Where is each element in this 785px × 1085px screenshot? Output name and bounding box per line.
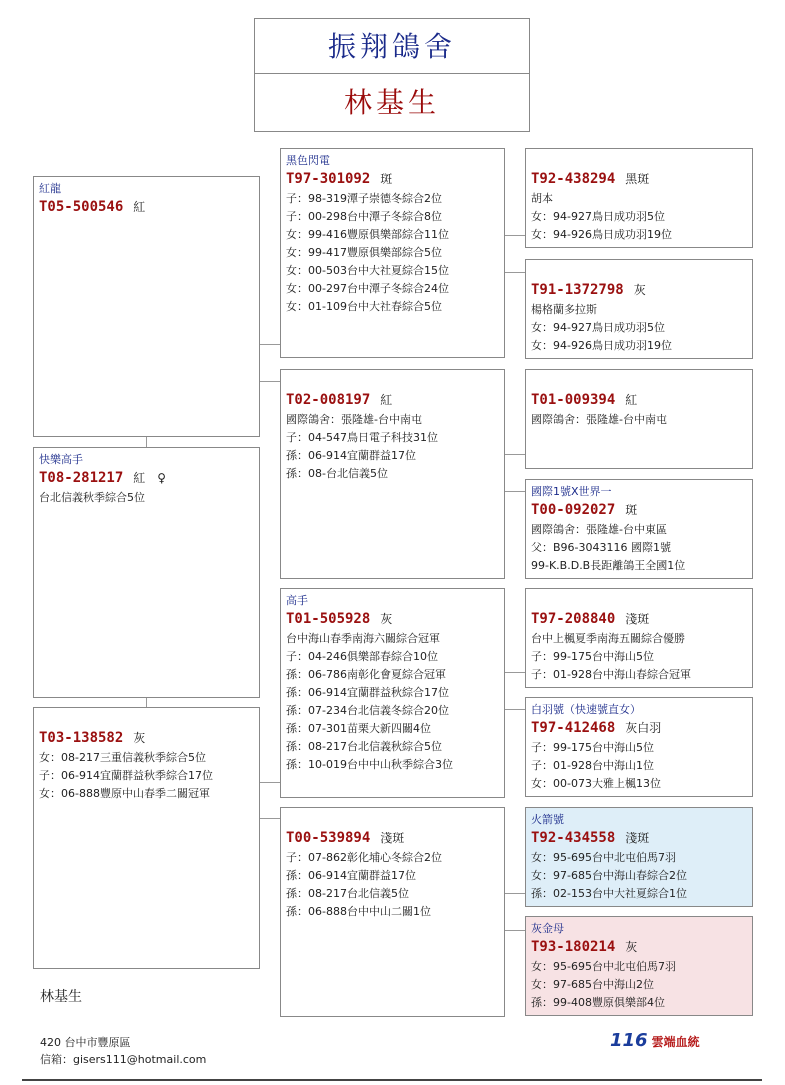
feather-color: 紅 xyxy=(625,393,638,407)
record-line: 女：00-073大雅上楓13位 xyxy=(531,777,661,790)
record-line: 子：01-928台中海山1位 xyxy=(531,759,654,772)
connector-line xyxy=(146,698,147,707)
record-line: 孫：07-301苗栗大新四關4位 xyxy=(286,722,431,735)
record-line: 孫：06-914宜蘭群益17位 xyxy=(286,449,416,462)
ring-number: T01-009394 xyxy=(531,392,616,408)
record-line: 女：00-297台中潭子冬綜合24位 xyxy=(286,282,449,295)
record-line: 女：95-695台中北屯伯馬7羽 xyxy=(531,960,676,973)
record-line: 國際鴿舍：張隆雄-台中南屯 xyxy=(286,413,422,426)
ring-number: T92-434558 xyxy=(531,830,616,846)
record-line: 女：99-416豐原俱樂部綜合11位 xyxy=(286,228,449,241)
record-line: 女：08-217三重信義秋季綜合5位 xyxy=(39,751,206,764)
record-line: 女：95-695台中北屯伯馬7羽 xyxy=(531,851,676,864)
record-line: 台中上楓夏季南海五關綜合優勝 xyxy=(531,632,685,645)
record-line: 孫：08-217台北信義5位 xyxy=(286,887,409,900)
record-line: 女：01-109台中大社春綜合5位 xyxy=(286,300,442,313)
connector-line xyxy=(505,272,525,273)
feather-color: 黑斑 xyxy=(625,172,650,186)
connector-line xyxy=(260,818,280,819)
feather-color: 灰 xyxy=(133,731,146,745)
pigeon-name xyxy=(531,153,747,169)
record-line: 子：06-914宜蘭群益秋季綜合17位 xyxy=(39,769,213,782)
record-line: 台中海山春季南海六關綜合冠軍 xyxy=(286,632,440,645)
ring-number: T05-500546 xyxy=(39,199,124,215)
record-line: 女：97-685台中海山2位 xyxy=(531,978,654,991)
record-line: 女：00-503台中大社夏綜合15位 xyxy=(286,264,449,277)
feather-color: 灰白羽 xyxy=(625,721,662,735)
pigeon-name xyxy=(531,593,747,609)
record-line: 女：94-926鳥日成功羽19位 xyxy=(531,228,672,241)
feather-color: 淺斑 xyxy=(625,831,650,845)
connector-line xyxy=(505,672,525,673)
record-line: 孫：06-786南彰化會夏綜合冠軍 xyxy=(286,668,446,681)
record-line: 子：01-928台中海山春綜合冠軍 xyxy=(531,668,691,681)
pigeon-name xyxy=(531,374,747,390)
record-line: 子：99-175台中海山5位 xyxy=(531,741,654,754)
ring-number: T92-438294 xyxy=(531,171,616,187)
record-line: 孫：06-888台中中山二關1位 xyxy=(286,905,431,918)
footer-owner: 林基生 xyxy=(40,989,82,1005)
pigeon-name xyxy=(286,812,499,828)
pigeon-card-g3-6[interactable] xyxy=(525,697,753,797)
feather-color: 紅 ♀ xyxy=(133,471,167,485)
record-line: 孫：08-台北信義5位 xyxy=(286,467,388,480)
record-line: 孫：08-217台北信義秋綜合5位 xyxy=(286,740,442,753)
pigeon-card-g2-1[interactable] xyxy=(280,148,505,358)
pigeon-name: 灰金母 xyxy=(531,922,564,935)
record-line: 楊格蘭多拉斯 xyxy=(531,303,597,316)
ring-number: T08-281217 xyxy=(39,470,124,486)
record-line: 女：97-685台中海山春綜合2位 xyxy=(531,869,687,882)
ring-number: T91-1372798 xyxy=(531,282,624,298)
ring-number: T97-412468 xyxy=(531,720,616,736)
record-line: 孫：10-019台中中山秋季綜合3位 xyxy=(286,758,453,771)
connector-line xyxy=(260,381,280,382)
pigeon-card-dam[interactable] xyxy=(33,707,260,969)
pigeon-name: 國際1號X世界一 xyxy=(531,485,612,498)
pigeon-card-g3-4[interactable] xyxy=(525,479,753,579)
logo-text: 雲端血統 xyxy=(651,1035,700,1049)
record-line: 女：06-888豐原中山春季二關冠軍 xyxy=(39,787,210,800)
loft-name: 振翔鴿舍 xyxy=(254,18,530,74)
record-line: 子：04-547鳥日電子科技31位 xyxy=(286,431,438,444)
record-line: 女：94-927鳥日成功羽5位 xyxy=(531,210,665,223)
feather-color: 淺斑 xyxy=(380,831,405,845)
pigeon-name xyxy=(39,712,254,728)
record-line: 孫：99-408豐原俱樂部4位 xyxy=(531,996,665,1009)
ring-number: T02-008197 xyxy=(286,392,371,408)
record-line: 孫：02-153台中大社夏綜合1位 xyxy=(531,887,687,900)
pigeon-name: 快樂高手 xyxy=(39,453,83,466)
pigeon-name xyxy=(286,374,499,390)
feather-color: 灰 xyxy=(633,283,646,297)
pigeon-card-g3-1[interactable] xyxy=(525,148,753,248)
connector-line xyxy=(505,709,525,710)
record-line: 子：99-175台中海山5位 xyxy=(531,650,654,663)
pigeon-name: 黑色閃電 xyxy=(286,154,330,167)
connector-line xyxy=(505,930,525,931)
ring-number: T93-180214 xyxy=(531,939,616,955)
pigeon-card-g3-7[interactable] xyxy=(525,807,753,907)
pigeon-name: 白羽號（快速號直女） xyxy=(531,703,641,716)
footer-address: 420 台中市豐原區 xyxy=(40,1036,131,1049)
pigeon-card-g3-8[interactable] xyxy=(525,916,753,1016)
logo-number: 116 xyxy=(610,1030,648,1051)
record-line: 國際鴿舍：張隆雄-台中東區 xyxy=(531,523,667,536)
pigeon-name: 高手 xyxy=(286,594,308,607)
record-line: 國際鴿舍：張隆雄-台中南屯 xyxy=(531,413,667,426)
ring-number: T97-301092 xyxy=(286,171,371,187)
pigeon-name xyxy=(531,264,747,280)
ring-number: T00-092027 xyxy=(531,502,616,518)
record-line: 99-K.B.D.B長距離鴿王全國1位 xyxy=(531,559,686,572)
connector-line xyxy=(260,344,280,345)
feather-color: 斑 xyxy=(380,172,393,186)
pigeon-name: 火箭號 xyxy=(531,813,564,826)
pigeon-card-g3-5[interactable] xyxy=(525,588,753,688)
feather-color: 斑 xyxy=(625,503,638,517)
footer-email[interactable]: 信箱：gisers111@hotmail.com xyxy=(40,1053,207,1066)
ring-number: T03-138582 xyxy=(39,730,124,746)
record-line: 胡本 xyxy=(531,192,553,205)
pigeon-card-main[interactable] xyxy=(33,447,260,698)
record-line: 子：07-862彰化埔心冬綜合2位 xyxy=(286,851,442,864)
feather-color: 灰 xyxy=(625,940,638,954)
connector-line xyxy=(505,893,525,894)
pigeon-card-g3-2[interactable] xyxy=(525,259,753,359)
record-line: 台北信義秋季綜合5位 xyxy=(39,491,145,504)
record-line: 子：04-246俱樂部春綜合10位 xyxy=(286,650,438,663)
bottom-rule xyxy=(22,1079,762,1081)
connector-line xyxy=(505,454,525,455)
feather-color: 紅 xyxy=(133,200,146,214)
record-line: 父：B96-3043116 國際1號 xyxy=(531,541,671,554)
pigeon-name: 紅龍 xyxy=(39,182,61,195)
pigeon-card-g2-4[interactable] xyxy=(280,807,505,1017)
record-line: 女：99-417豐原俱樂部綜合5位 xyxy=(286,246,442,259)
record-line: 子：98-319潭子崇德冬綜合2位 xyxy=(286,192,442,205)
record-line: 女：94-926鳥日成功羽19位 xyxy=(531,339,672,352)
connector-line xyxy=(146,437,147,447)
record-line: 孫：07-234台北信義冬綜合20位 xyxy=(286,704,449,717)
feather-color: 淺斑 xyxy=(625,612,650,626)
feather-color: 紅 xyxy=(380,393,393,407)
pigeon-card-g2-3[interactable] xyxy=(280,588,505,798)
ring-number: T00-539894 xyxy=(286,830,371,846)
connector-line xyxy=(260,782,280,783)
feather-color: 灰 xyxy=(380,612,393,626)
brand-logo xyxy=(610,1030,700,1051)
connector-line xyxy=(505,235,525,236)
connector-line xyxy=(505,491,525,492)
record-line: 子：00-298台中潭子冬綜合8位 xyxy=(286,210,442,223)
ring-number: T97-208840 xyxy=(531,611,616,627)
owner-name: 林基生 xyxy=(254,74,530,132)
ring-number: T01-505928 xyxy=(286,611,371,627)
pigeon-card-g3-3[interactable] xyxy=(525,369,753,469)
record-line: 孫：06-914宜蘭群益秋綜合17位 xyxy=(286,686,449,699)
record-line: 女：94-927鳥日成功羽5位 xyxy=(531,321,665,334)
pigeon-card-sire[interactable] xyxy=(33,176,260,437)
pigeon-card-g2-2[interactable] xyxy=(280,369,505,579)
record-line: 孫：06-914宜蘭群益17位 xyxy=(286,869,416,882)
